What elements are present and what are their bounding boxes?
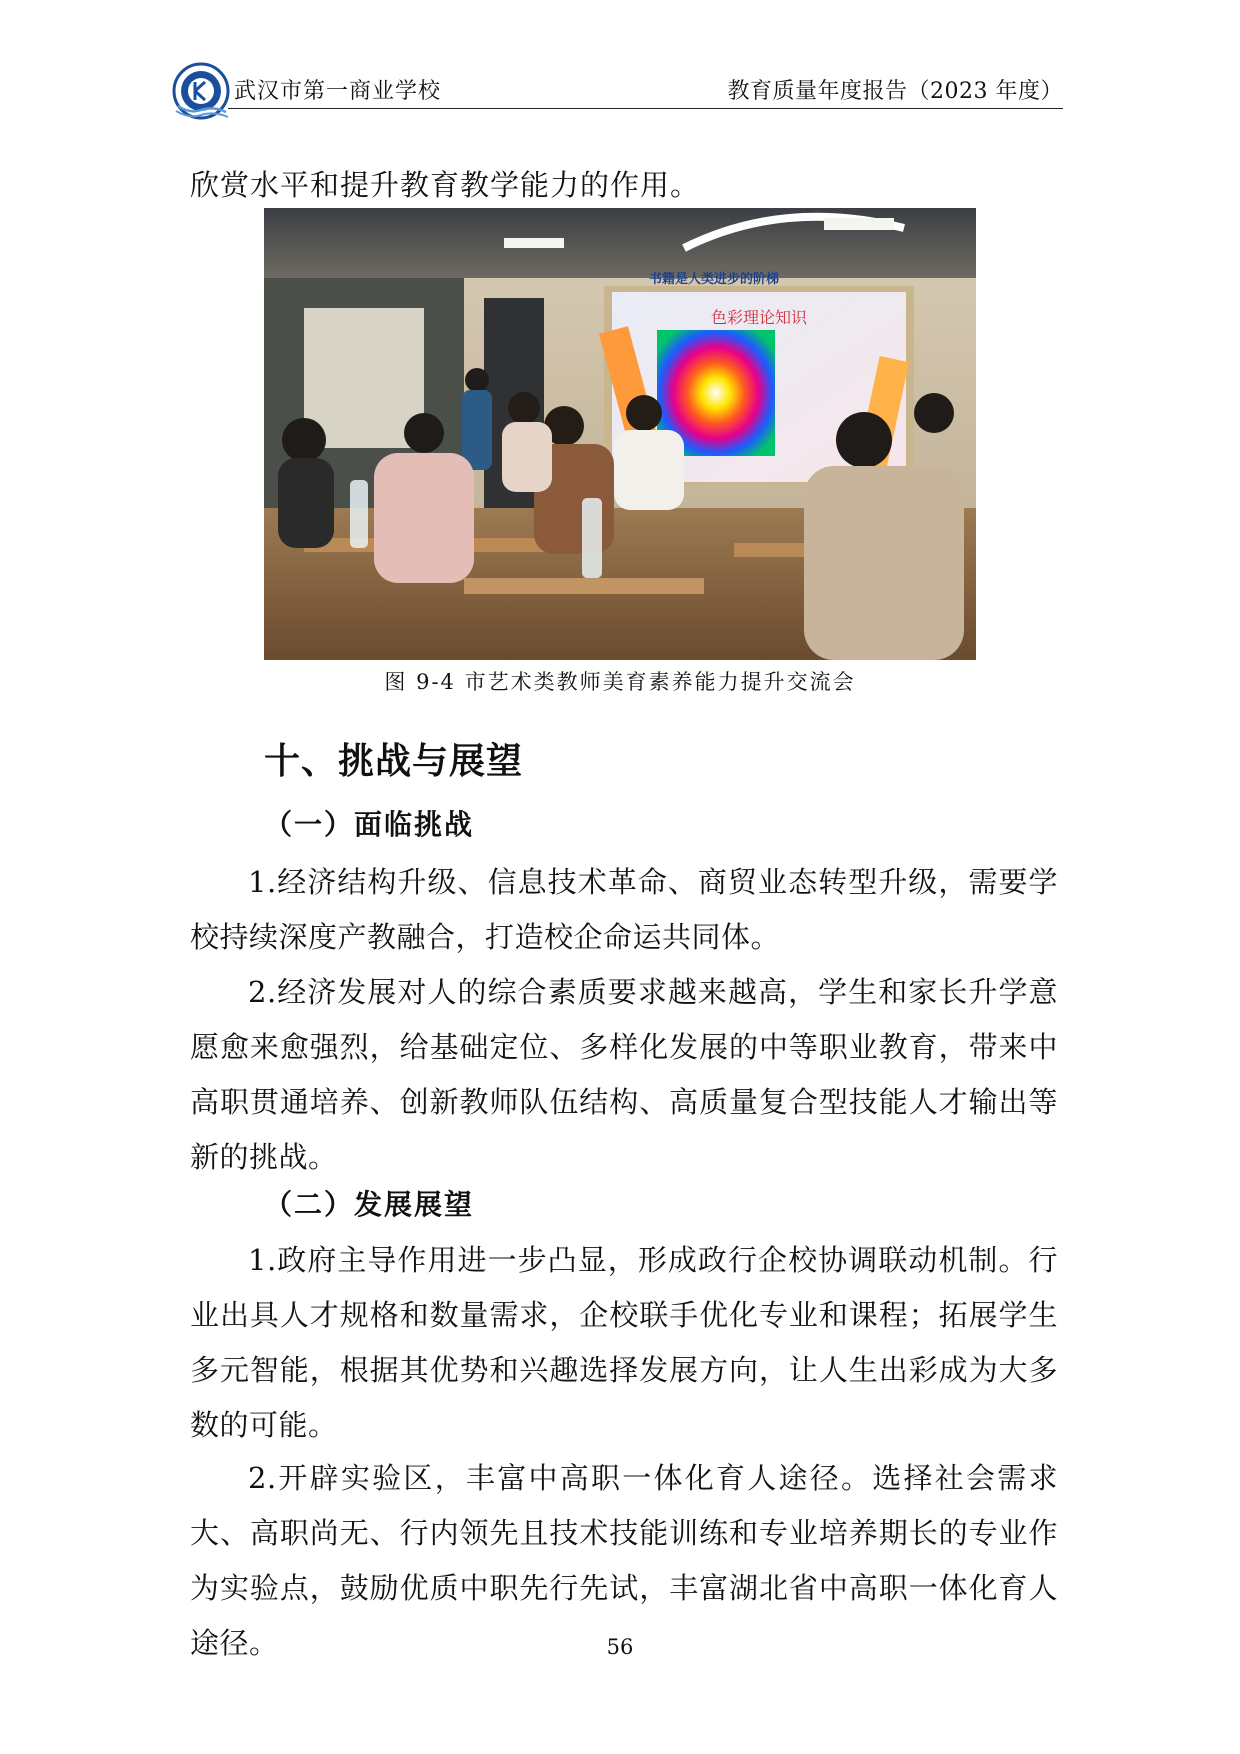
report-title: 教育质量年度报告（2023 年度） [727, 79, 1063, 104]
outlook-paragraph-2: 2.开辟实验区，丰富中高职一体化育人途径。选择社会需求大、高职尚无、行内领先且技术技能训练和专业培养期长的专业作为实验点，鼓励优质中职先行先试，丰富湖北省中高职一体化育人途径。 [190, 1461, 1058, 1660]
challenge-paragraph-1: 1.经济结构升级、信息技术革命、商贸业态转型升级，需要学校持续深度产教融合，打造校企命运共同体。 [190, 865, 1058, 954]
screen-banner: 书籍是人类进步的阶梯 [648, 272, 780, 287]
section-heading: 十、挑战与展望 [264, 741, 524, 782]
challenge-paragraph-2: 2.经济发展对人的综合素质要求越来越高，学生和家长升学意愿愈来愈强烈，给基础定位、多样化发展的中等职业教育，带来中高职贯通培养、创新教师队伍结构、高质量复合型技能人才输出等新的挑战。 [190, 975, 1058, 1174]
school-logo-icon [172, 62, 230, 120]
outlook-paragraph-1: 1.政府主导作用进一步凸显，形成政行企校协调联动机制。行业出具人才规格和数量需求，企校联手优化专业和课程；拓展学生多元智能，根据其优势和兴趣选择发展方向，让人生出彩成为大多数的可能。 [190, 1243, 1058, 1442]
lead-paragraph-end: 欣赏水平和提升教育教学能力的作用。 [190, 168, 701, 202]
figure-caption: 图 9-4 市艺术类教师美育素养能力提升交流会 [384, 670, 856, 694]
subsection-heading-outlook: （二）发展展望 [264, 1188, 475, 1221]
school-name: 武汉市第一商业学校 [234, 79, 442, 104]
page-header [168, 60, 1063, 112]
training-session-photo [264, 208, 976, 660]
page-number: 56 [606, 1635, 634, 1659]
header-divider [228, 108, 1063, 109]
slide-title: 色彩理论知识 [710, 308, 808, 327]
photo-illustration [264, 208, 976, 660]
subsection-heading-challenges: （一）面临挑战 [264, 808, 475, 841]
